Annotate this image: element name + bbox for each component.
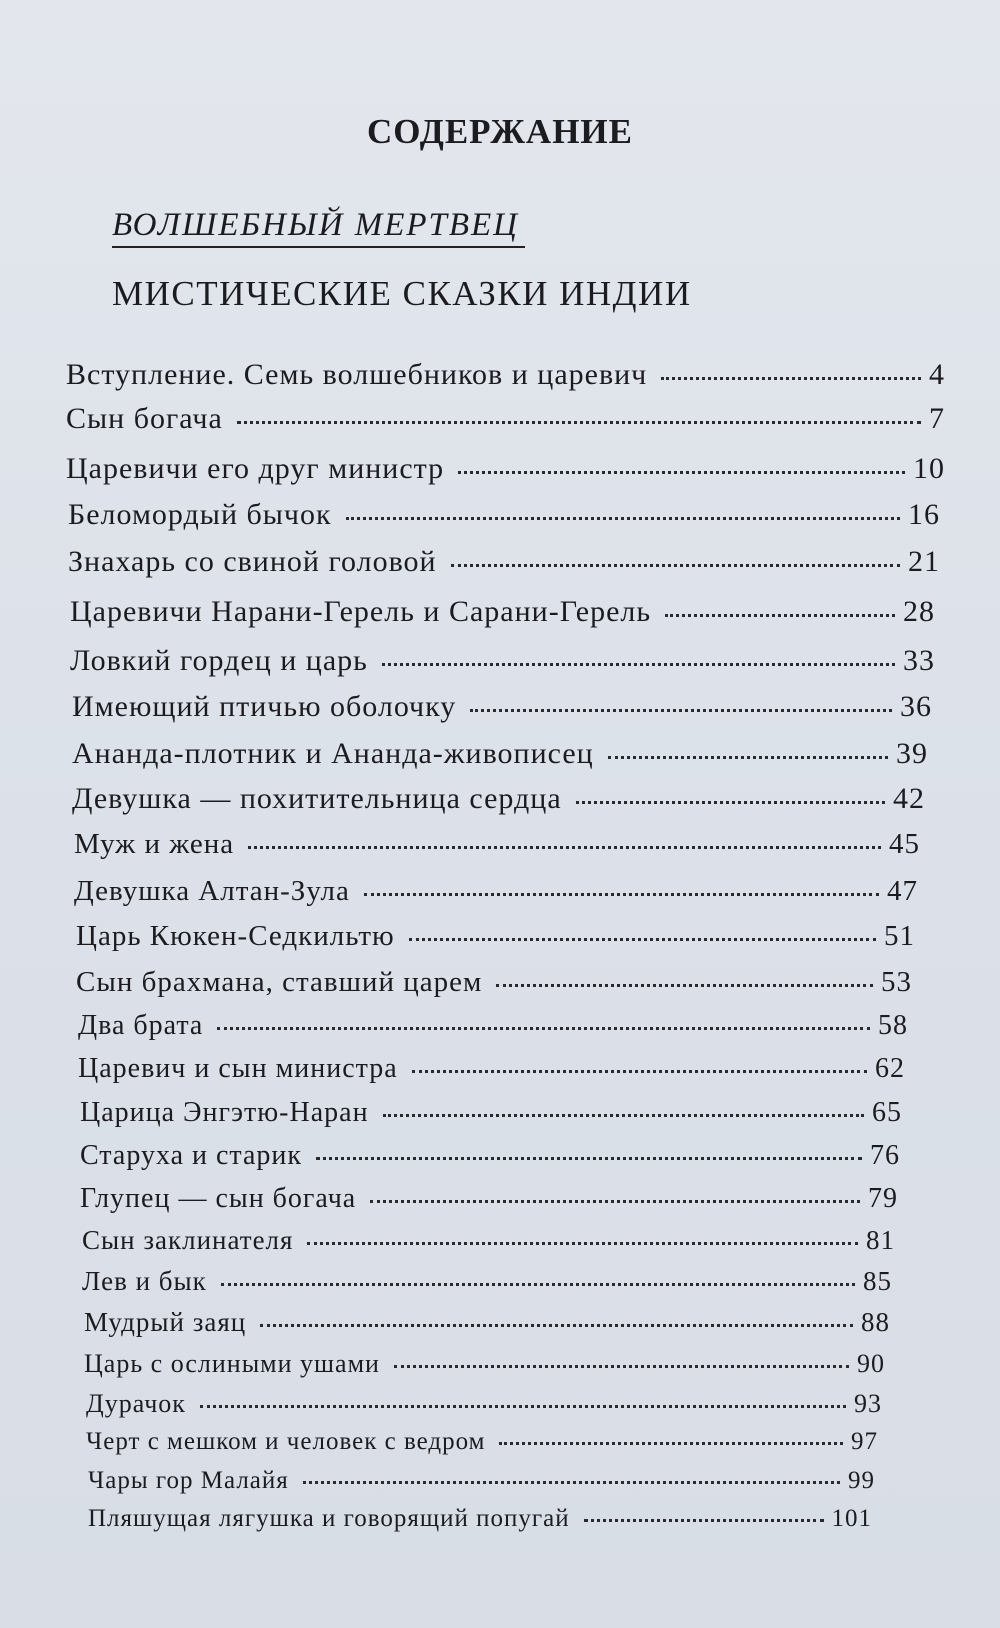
toc-entry-page-number: 42 (893, 782, 925, 815)
toc-entry-title: Два брата (78, 1010, 204, 1041)
toc-entry (66, 452, 945, 486)
toc-entry-title: Старуха и старик (80, 1140, 303, 1171)
toc-entry-title: Пляшущая лягушка и говорящий попугай (88, 1505, 570, 1532)
toc-entry (84, 1349, 885, 1379)
toc-entry-page-number: 33 (903, 644, 935, 677)
toc-entry-page-number: 28 (903, 595, 935, 628)
toc-entry (80, 1097, 902, 1129)
toc-entry-title: Имеющий птичью оболочку (72, 690, 457, 723)
book-subtitle: МИСТИЧЕСКИЕ СКАЗКИ ИНДИИ (112, 274, 692, 313)
toc-entry (78, 1010, 908, 1042)
toc-entry-page-number: 16 (908, 498, 940, 531)
dot-leader (248, 844, 881, 849)
dot-leader (382, 661, 895, 666)
toc-entry-page-number: 88 (861, 1307, 890, 1337)
toc-entry-page-number: 51 (884, 920, 915, 952)
toc-entry-title: Глупец — сын богача (80, 1183, 357, 1214)
dot-leader (303, 1479, 840, 1484)
dot-leader (217, 1025, 870, 1030)
toc-entry (70, 644, 935, 678)
dot-leader (237, 419, 921, 424)
toc-entry-page-number: 65 (872, 1097, 902, 1128)
toc-entry-page-number: 47 (887, 875, 918, 907)
toc-entry (88, 1467, 875, 1495)
dot-leader (364, 891, 879, 896)
toc-entry (76, 920, 915, 953)
toc-entry-title: Знахарь со свиной головой (68, 545, 437, 578)
toc-entry (78, 1053, 905, 1085)
toc-entry-page-number: 101 (831, 1505, 872, 1532)
toc-entry (84, 1307, 890, 1338)
toc-entry-page-number: 79 (868, 1183, 898, 1214)
dot-leader (221, 1281, 855, 1286)
dot-leader (576, 799, 885, 804)
toc-entry (68, 498, 940, 532)
toc-entry-page-number: 45 (889, 828, 920, 860)
dot-leader (665, 612, 895, 617)
toc-entry (82, 1266, 892, 1297)
dot-leader (307, 1240, 858, 1245)
toc-entry-page-number: 53 (881, 966, 912, 998)
toc-entry-title: Ананда-плотник и Ананда-живописец (72, 737, 594, 770)
toc-entry-title: Царь Кюкен-Седкильтю (76, 920, 395, 952)
toc-entry-title: Беломордый бычок (68, 498, 332, 531)
toc-entry (66, 358, 945, 392)
toc-entry (86, 1428, 878, 1456)
dot-leader (316, 1155, 862, 1160)
toc-entry-page-number: 39 (896, 737, 928, 770)
dot-leader (260, 1322, 853, 1327)
toc-entry-page-number: 76 (870, 1140, 900, 1171)
toc-entry-page-number: 36 (900, 690, 932, 723)
dot-leader (409, 936, 876, 941)
toc-entry-page-number: 93 (854, 1389, 882, 1418)
dot-leader (383, 1112, 864, 1117)
dot-leader (470, 707, 892, 712)
toc-entry-page-number: 99 (848, 1467, 875, 1494)
toc-entry-page-number: 58 (878, 1010, 908, 1041)
toc-entry-title: Царица Энгэтю-Наран (80, 1097, 369, 1128)
toc-entry-title: Лев и бык (82, 1266, 207, 1296)
toc-entry-title: Царевич и сын министра (78, 1053, 398, 1084)
toc-entry-page-number: 97 (851, 1428, 878, 1455)
toc-entry-page-number: 10 (913, 452, 945, 485)
toc-entry (76, 966, 912, 999)
dot-leader (608, 754, 888, 759)
toc-entry-title: Муж и жена (74, 828, 235, 860)
toc-entry (72, 782, 925, 816)
toc-entry (82, 1225, 895, 1256)
dot-leader (584, 1517, 824, 1522)
toc-entry-page-number: 81 (866, 1225, 895, 1255)
toc-entry-title: Девушка Алтан-Зула (74, 875, 350, 907)
toc-entry-title: Сын заклинателя (82, 1225, 294, 1255)
toc-entry (74, 875, 918, 908)
dot-leader (394, 1363, 849, 1368)
toc-entry (72, 690, 932, 724)
toc-entry-title: Вступление. Семь волшебников и царевич (66, 358, 648, 391)
toc-entry (80, 1183, 898, 1215)
toc-entry-title: Чары гор Малайя (88, 1467, 289, 1494)
dot-leader (370, 1198, 860, 1203)
toc-entry-page-number: 21 (908, 545, 940, 578)
dot-leader (661, 375, 921, 380)
toc-entry (66, 402, 945, 436)
toc-entry-title: Сын брахмана, ставший царем (76, 966, 483, 998)
dot-leader (499, 1440, 843, 1445)
toc-entry-title: Ловкий гордец и царь (70, 644, 368, 677)
toc-entry-page-number: 4 (929, 358, 945, 391)
toc-entry-title: Царь с ослиными ушами (84, 1349, 380, 1378)
toc-entry (70, 595, 935, 629)
toc-entry-title: Девушка — похитительница сердца (72, 782, 562, 815)
toc-entry-page-number: 7 (929, 402, 945, 435)
toc-entry (80, 1140, 900, 1172)
toc-entry (88, 1505, 872, 1533)
dot-leader (200, 1403, 846, 1408)
dot-leader (458, 469, 905, 474)
toc-entry-title: Дурачок (86, 1389, 186, 1418)
toc-entry-title: Мудрый заяц (84, 1307, 247, 1337)
dot-leader (496, 982, 873, 987)
toc-entry (68, 545, 940, 579)
toc-entry (74, 828, 920, 861)
toc-entry-title: Черт с мешком и человек с ведром (86, 1428, 486, 1455)
toc-entry-page-number: 85 (863, 1266, 892, 1296)
toc-entry-title: Сын богача (66, 402, 223, 435)
dot-leader (412, 1068, 867, 1073)
dot-leader (451, 562, 900, 567)
toc-entry (72, 737, 928, 771)
toc-entry-page-number: 90 (857, 1349, 885, 1378)
toc-entry-page-number: 62 (875, 1053, 905, 1084)
book-title: ВОЛШЕБНЫЙ МЕРТВЕЦ (112, 207, 525, 248)
toc-entry (86, 1389, 882, 1419)
dot-leader (346, 515, 900, 520)
toc-entry-title: Царевичи его друг министр (66, 452, 445, 485)
toc-entry-title: Царевичи Нарани-Герель и Сарани-Герель (70, 595, 652, 628)
page-title: СОДЕРЖАНИЕ (366, 112, 633, 151)
